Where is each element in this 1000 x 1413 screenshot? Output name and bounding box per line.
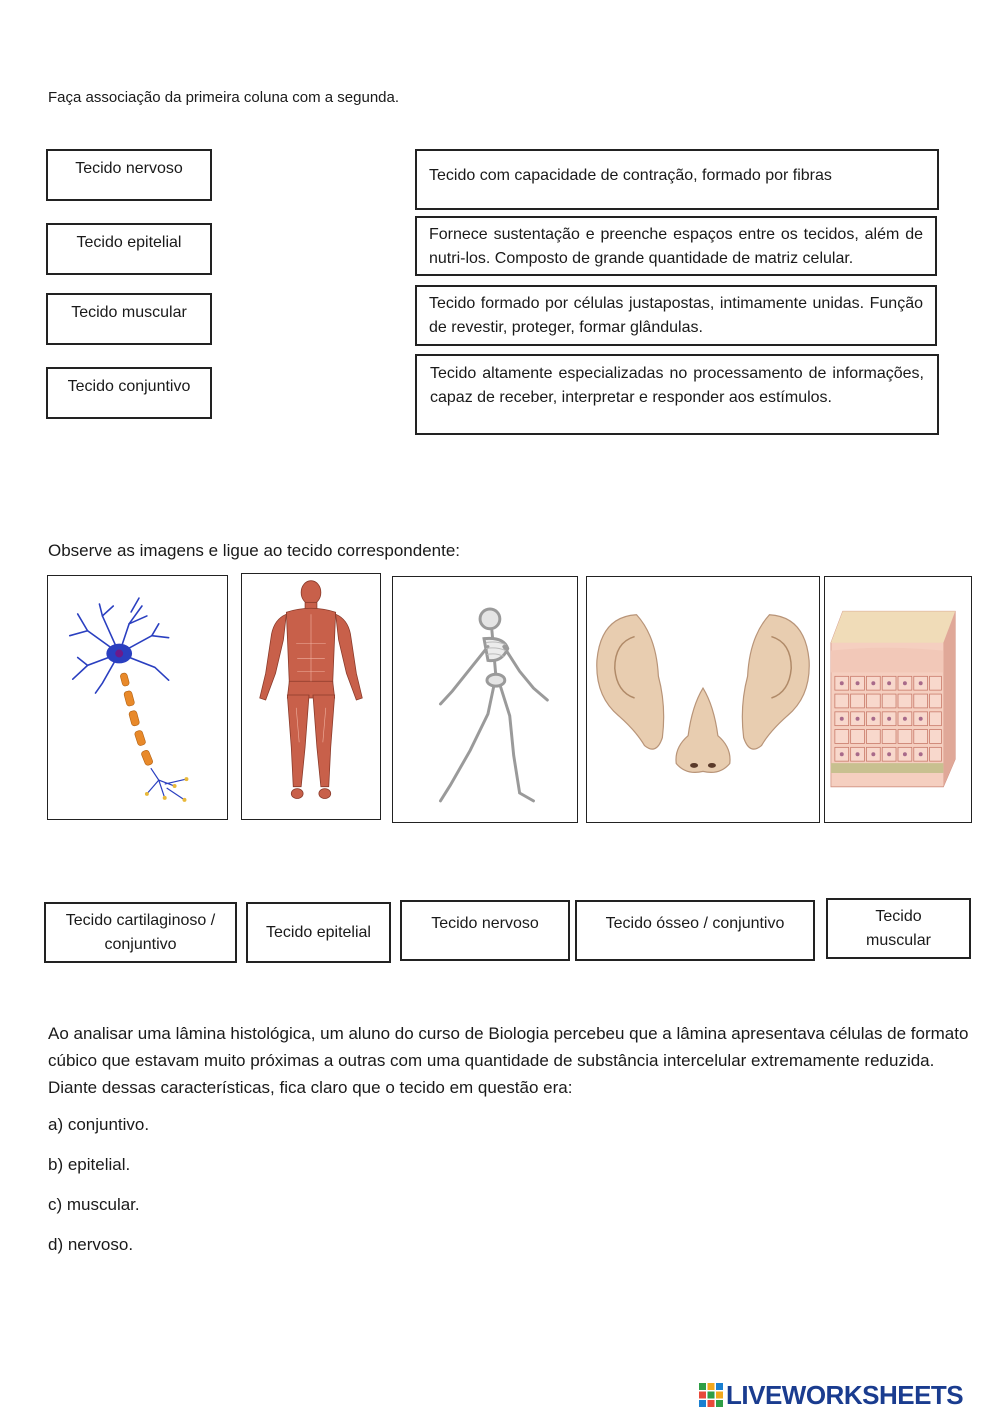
label-osseo[interactable]: Tecido ósseo / conjuntivo — [575, 900, 815, 961]
left-box-nervoso[interactable]: Tecido nervoso — [46, 149, 212, 201]
question-text: Ao analisar uma lâmina histológica, um aluno do curso de Biologia percebeu que a lâmina apresentava células de formato cúbico que estavam muito próximas a outras com uma quantidade de substância intercelular extremamente reduzida. Diante dessas características, fica claro que o tecido em questão era: — [48, 1024, 969, 1097]
option-a[interactable]: a) conjuntivo. — [48, 1115, 150, 1134]
skin-tissue-image — [824, 576, 972, 823]
liveworksheets-logo — [698, 1380, 994, 1410]
left-box-muscular[interactable]: Tecido muscular — [46, 293, 212, 345]
instruction-association: Faça associação da primeira coluna com a segunda. — [48, 89, 400, 106]
right-box-sustentacao[interactable]: Fornece sustentação e preenche espaços entre os tecidos, além de nutri-los. Composto de grande quantidade de matriz celular. — [415, 216, 937, 276]
right-box-informacoes[interactable]: Tecido altamente especializadas no processamento de informações, capaz de receber, interpretar e responder aos estímulos. — [415, 354, 939, 435]
skeleton-image — [392, 576, 578, 823]
logo-grid-icon — [698, 1382, 724, 1408]
label-muscular[interactable]: Tecido muscular — [826, 898, 971, 959]
option-c[interactable]: c) muscular. — [48, 1195, 140, 1214]
right-box-revestir[interactable]: Tecido formado por células justapostas, intimamente unidas. Função de revestir, proteger, formar glândulas. — [415, 285, 937, 346]
logo-text: LIVEWORKSHEETS — [726, 1379, 964, 1410]
muscle-body-image — [241, 573, 381, 820]
label-cartilaginoso[interactable]: Tecido cartilaginoso / conjuntivo — [44, 902, 237, 963]
instruction-images: Observe as imagens e ligue ao tecido correspondente: — [48, 541, 461, 560]
left-box-conjuntivo[interactable]: Tecido conjuntivo — [46, 367, 212, 419]
label-epitelial[interactable]: Tecido epitelial — [246, 902, 391, 963]
label-nervoso[interactable]: Tecido nervoso — [400, 900, 570, 961]
neuron-image — [47, 575, 228, 820]
option-b[interactable]: b) epitelial. — [48, 1155, 131, 1174]
right-box-contracao[interactable]: Tecido com capacidade de contração, formado por fibras — [415, 149, 939, 210]
ears-nose-image — [586, 576, 820, 823]
option-d[interactable]: d) nervoso. — [48, 1235, 134, 1254]
left-box-epitelial[interactable]: Tecido epitelial — [46, 223, 212, 275]
